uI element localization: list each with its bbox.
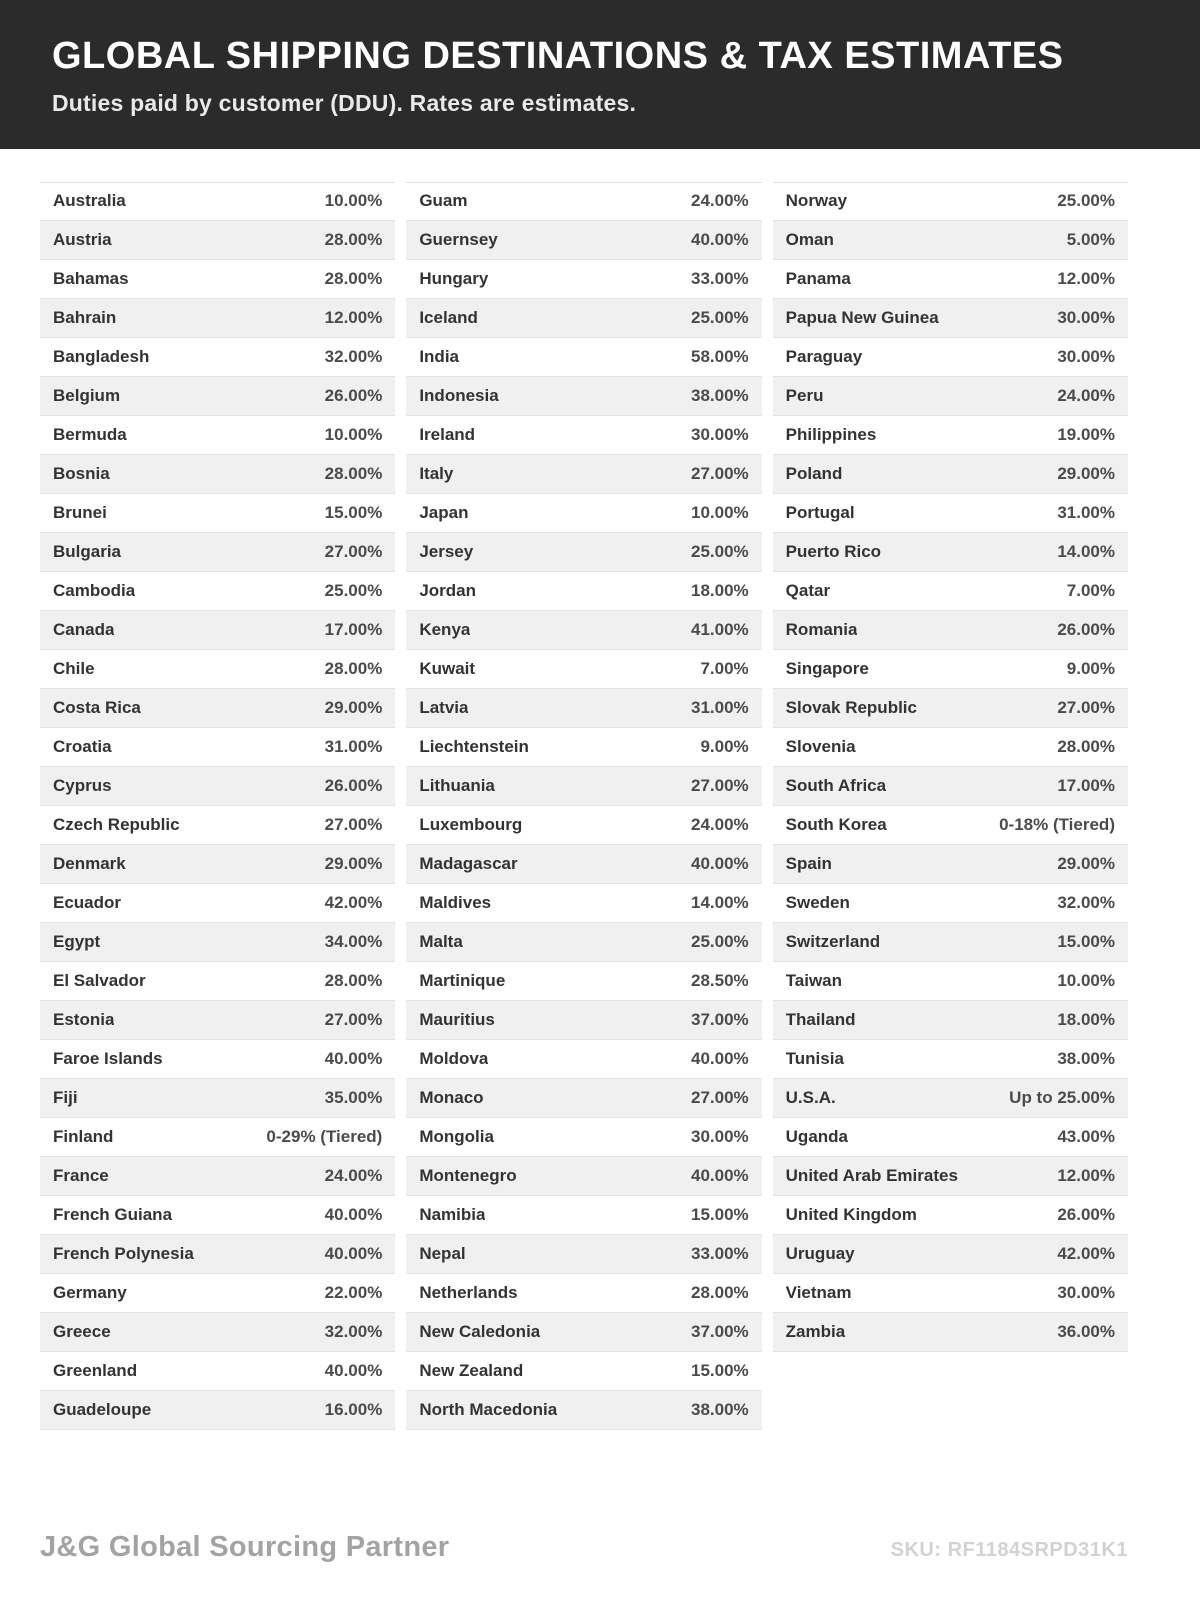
country-name: Cambodia <box>53 580 136 600</box>
country-name: New Zealand <box>419 1360 524 1380</box>
tax-rate: 38.00% <box>1057 1048 1115 1068</box>
page-title: GLOBAL SHIPPING DESTINATIONS & TAX ESTIMATES <box>52 35 1064 77</box>
tax-rate: 15.00% <box>690 1204 749 1224</box>
country-name: Nepal <box>419 1243 466 1263</box>
country-name: United Arab Emirates <box>785 1165 958 1185</box>
rate-row <box>40 650 395 689</box>
country-name: Greenland <box>53 1360 138 1380</box>
tax-rate: 37.00% <box>690 1009 749 1029</box>
tax-rate: 0-29% (Tiered) <box>266 1126 383 1146</box>
country-name: Germany <box>53 1282 127 1302</box>
rate-row <box>40 1040 395 1079</box>
tax-rate: 19.00% <box>1057 424 1115 444</box>
rate-row <box>773 1079 1128 1118</box>
rate-row <box>773 728 1128 767</box>
country-name: Costa Rica <box>53 697 141 717</box>
tax-rate: 26.00% <box>1057 1204 1115 1224</box>
rate-row <box>406 182 761 221</box>
country-name: Taiwan <box>785 970 843 990</box>
country-name: Bermuda <box>53 424 127 444</box>
tax-rate: 10.00% <box>690 502 749 522</box>
rate-row <box>40 1079 395 1118</box>
tax-rate: 27.00% <box>324 541 383 561</box>
country-name: Moldova <box>419 1048 489 1068</box>
country-name: Mauritius <box>419 1009 495 1029</box>
country-name: Fiji <box>53 1087 78 1107</box>
country-name: Jordan <box>419 580 477 600</box>
country-name: El Salvador <box>53 970 146 990</box>
tax-rate: 25.00% <box>324 580 383 600</box>
rate-row <box>773 923 1128 962</box>
rate-row <box>773 962 1128 1001</box>
country-name: Mongolia <box>419 1126 494 1146</box>
tax-rate: 28.00% <box>1057 736 1115 756</box>
country-name: Greece <box>53 1321 111 1341</box>
tax-rate: 41.00% <box>690 619 749 639</box>
rate-row <box>406 1001 761 1040</box>
tax-rate: 22.00% <box>324 1282 383 1302</box>
country-name: Puerto Rico <box>785 541 882 561</box>
tax-rate: 40.00% <box>690 853 749 873</box>
rate-row <box>773 455 1128 494</box>
rate-row <box>406 494 761 533</box>
country-name: Martinique <box>419 970 506 990</box>
country-name: Bangladesh <box>53 346 150 366</box>
country-name: Cyprus <box>53 775 112 795</box>
rates-column-2 <box>406 182 761 1430</box>
country-name: Namibia <box>419 1204 486 1224</box>
tax-rate: 24.00% <box>690 191 749 211</box>
rates-table <box>0 149 1200 1430</box>
country-name: Bahamas <box>53 268 129 288</box>
tax-rate: 12.00% <box>1057 1165 1115 1185</box>
rate-row <box>40 377 395 416</box>
country-name: Qatar <box>785 580 831 600</box>
country-name: Switzerland <box>785 931 881 951</box>
country-name: Bosnia <box>53 463 110 483</box>
rate-row <box>406 650 761 689</box>
country-name: Croatia <box>53 736 112 756</box>
brand-name: J&G Global Sourcing Partner <box>40 1531 450 1563</box>
rate-row <box>773 338 1128 377</box>
tax-rate: 31.00% <box>324 736 383 756</box>
country-name: Australia <box>53 191 126 211</box>
tax-rate: 28.00% <box>324 463 383 483</box>
rate-row <box>773 1235 1128 1274</box>
rate-row <box>406 845 761 884</box>
rate-row <box>773 806 1128 845</box>
tax-rate: 15.00% <box>324 502 383 522</box>
rate-row <box>406 1079 761 1118</box>
sku-label: SKU: RF1184SRPD31K1 <box>890 1539 1128 1561</box>
tax-rate: 34.00% <box>324 931 383 951</box>
tax-rate: 17.00% <box>1057 775 1115 795</box>
country-name: Faroe Islands <box>53 1048 163 1068</box>
country-name: Canada <box>53 619 115 639</box>
tax-rate: 40.00% <box>690 1165 749 1185</box>
rate-row <box>406 767 761 806</box>
country-name: Paraguay <box>785 346 863 366</box>
tax-rate: 15.00% <box>690 1360 749 1380</box>
rate-row <box>406 884 761 923</box>
tax-rate: 27.00% <box>324 1009 383 1029</box>
country-name: Panama <box>785 268 851 288</box>
rate-row <box>773 1001 1128 1040</box>
rate-row <box>773 416 1128 455</box>
rate-row <box>406 1352 761 1391</box>
rate-row <box>40 1001 395 1040</box>
rate-row <box>40 611 395 650</box>
rate-row <box>773 572 1128 611</box>
tax-rate: 15.00% <box>1057 931 1115 951</box>
rate-row <box>40 533 395 572</box>
tax-rate: 18.00% <box>1057 1009 1115 1029</box>
country-name: Bulgaria <box>53 541 122 561</box>
tax-rate: 36.00% <box>1057 1321 1115 1341</box>
rate-row <box>40 923 395 962</box>
rate-row <box>40 299 395 338</box>
country-name: Czech Republic <box>53 814 180 834</box>
tax-rate: 9.00% <box>1066 658 1115 678</box>
tax-rate: 25.00% <box>690 931 749 951</box>
country-name: Guernsey <box>419 229 498 249</box>
rate-row <box>406 1391 761 1430</box>
rate-row <box>773 1196 1128 1235</box>
header <box>0 0 1200 149</box>
country-name: Brunei <box>53 502 107 522</box>
tax-rate: 32.00% <box>324 1321 383 1341</box>
country-name: U.S.A. <box>785 1087 836 1107</box>
rate-row <box>773 1157 1128 1196</box>
country-name: Egypt <box>53 931 101 951</box>
rate-row <box>406 533 761 572</box>
country-name: Thailand <box>785 1009 856 1029</box>
tax-rate: 16.00% <box>324 1399 383 1419</box>
rate-row <box>40 728 395 767</box>
tax-rate: 40.00% <box>690 229 749 249</box>
tax-rate: 18.00% <box>690 580 749 600</box>
rate-row <box>406 416 761 455</box>
tax-rate: 37.00% <box>690 1321 749 1341</box>
country-name: Japan <box>419 502 469 522</box>
country-name: Kuwait <box>419 658 476 678</box>
country-name: French Guiana <box>53 1204 173 1224</box>
country-name: United Kingdom <box>785 1204 917 1224</box>
rate-row <box>40 845 395 884</box>
tax-rate: 28.00% <box>324 658 383 678</box>
tax-rate: 0-18% (Tiered) <box>999 814 1115 834</box>
tax-rate: 38.00% <box>690 1399 749 1419</box>
tax-rate: 28.00% <box>324 229 383 249</box>
tax-rate: 10.00% <box>1057 970 1115 990</box>
tax-rate: 38.00% <box>690 385 749 405</box>
rate-row <box>406 923 761 962</box>
rate-row <box>406 689 761 728</box>
tax-rate: 40.00% <box>324 1048 383 1068</box>
rate-row <box>773 1118 1128 1157</box>
tax-rate: 14.00% <box>1057 541 1115 561</box>
country-name: Slovenia <box>785 736 856 756</box>
country-name: Tunisia <box>785 1048 844 1068</box>
country-name: Maldives <box>419 892 492 912</box>
country-name: Ecuador <box>53 892 122 912</box>
tax-rate: 29.00% <box>324 697 383 717</box>
country-name: Guam <box>419 191 468 211</box>
country-name: South Africa <box>785 775 887 795</box>
tax-rate: 17.00% <box>324 619 383 639</box>
tax-rate: 30.00% <box>1057 1282 1115 1302</box>
country-name: Romania <box>785 619 858 639</box>
country-name: Jersey <box>419 541 474 561</box>
rate-row <box>406 260 761 299</box>
tax-rate: 25.00% <box>690 541 749 561</box>
tax-rate: 24.00% <box>1057 385 1115 405</box>
rate-row <box>40 689 395 728</box>
country-name: Slovak Republic <box>785 697 917 717</box>
rates-column-1 <box>40 182 395 1430</box>
tax-rate: 27.00% <box>690 463 749 483</box>
rate-row <box>40 221 395 260</box>
country-name: Madagascar <box>419 853 518 873</box>
rate-row <box>406 338 761 377</box>
country-name: Hungary <box>419 268 489 288</box>
tax-rate: 7.00% <box>1066 580 1115 600</box>
rate-row <box>40 455 395 494</box>
country-name: France <box>53 1165 109 1185</box>
country-name: Spain <box>785 853 832 873</box>
tax-rate: 27.00% <box>1057 697 1115 717</box>
rate-row <box>406 728 761 767</box>
country-name: Guadeloupe <box>53 1399 152 1419</box>
tax-rate: 26.00% <box>324 385 383 405</box>
country-name: Monaco <box>419 1087 484 1107</box>
rate-row <box>773 1040 1128 1079</box>
tax-rate: 28.50% <box>690 970 749 990</box>
rate-row <box>773 533 1128 572</box>
country-name: Netherlands <box>419 1282 518 1302</box>
tax-rate: 26.00% <box>1057 619 1115 639</box>
rate-row <box>40 884 395 923</box>
tax-rate: 9.00% <box>700 736 749 756</box>
tax-rate: 32.00% <box>1057 892 1115 912</box>
country-name: Papua New Guinea <box>785 307 939 327</box>
tax-rate: 28.00% <box>690 1282 749 1302</box>
tax-rate: 43.00% <box>1057 1126 1115 1146</box>
tax-rate: 27.00% <box>690 1087 749 1107</box>
tax-rate: 7.00% <box>700 658 749 678</box>
country-name: India <box>419 346 459 366</box>
country-name: Luxembourg <box>419 814 523 834</box>
tax-rate: 40.00% <box>324 1243 383 1263</box>
rate-row <box>406 1157 761 1196</box>
rate-row <box>40 338 395 377</box>
country-name: Oman <box>785 229 834 249</box>
rate-row <box>773 299 1128 338</box>
tax-rate: 5.00% <box>1066 229 1115 249</box>
tax-rate: 29.00% <box>1057 463 1115 483</box>
tax-rate: 42.00% <box>1057 1243 1115 1263</box>
tax-rate: 30.00% <box>1057 307 1115 327</box>
country-name: French Polynesia <box>53 1243 194 1263</box>
rate-row <box>773 377 1128 416</box>
country-name: Belgium <box>53 385 121 405</box>
rate-row <box>40 494 395 533</box>
tax-rate: 10.00% <box>324 191 383 211</box>
footer <box>0 1531 1200 1600</box>
tax-rate: 30.00% <box>690 1126 749 1146</box>
rate-row <box>406 221 761 260</box>
page-subtitle: Duties paid by customer (DDU). Rates are estimates. <box>52 89 637 116</box>
country-name: Sweden <box>785 892 850 912</box>
tax-rate: 24.00% <box>324 1165 383 1185</box>
country-name: Finland <box>53 1126 114 1146</box>
tax-rate: 25.00% <box>690 307 749 327</box>
rate-row <box>406 1040 761 1079</box>
rate-row <box>773 611 1128 650</box>
rate-row <box>773 767 1128 806</box>
rate-row <box>773 884 1128 923</box>
country-name: Uganda <box>785 1126 848 1146</box>
tax-rate: 35.00% <box>324 1087 383 1107</box>
tax-rate: 25.00% <box>1057 191 1115 211</box>
country-name: Montenegro <box>419 1165 517 1185</box>
rate-row <box>773 260 1128 299</box>
rate-row <box>40 1235 395 1274</box>
rate-row <box>406 1118 761 1157</box>
rate-row <box>406 611 761 650</box>
rate-row <box>40 572 395 611</box>
tax-rate: 31.00% <box>690 697 749 717</box>
tax-rate: 14.00% <box>690 892 749 912</box>
tax-rate: 26.00% <box>324 775 383 795</box>
country-name: Chile <box>53 658 95 678</box>
tax-rate: 33.00% <box>690 1243 749 1263</box>
country-name: Malta <box>419 931 463 951</box>
rate-row <box>406 1235 761 1274</box>
country-name: Philippines <box>785 424 877 444</box>
country-name: South Korea <box>785 814 887 834</box>
country-name: Poland <box>785 463 843 483</box>
tax-rate: 40.00% <box>690 1048 749 1068</box>
rate-row <box>406 1274 761 1313</box>
country-name: Singapore <box>785 658 869 678</box>
country-name: Iceland <box>419 307 478 327</box>
rate-row <box>40 416 395 455</box>
tax-rate: 27.00% <box>690 775 749 795</box>
country-name: Norway <box>785 191 848 211</box>
rate-row <box>773 1274 1128 1313</box>
rate-row <box>40 260 395 299</box>
rate-row <box>773 1313 1128 1352</box>
tax-rate: 42.00% <box>324 892 383 912</box>
rate-row <box>40 767 395 806</box>
rate-row <box>40 1352 395 1391</box>
rate-row <box>773 689 1128 728</box>
country-name: North Macedonia <box>419 1399 558 1419</box>
rate-row <box>406 455 761 494</box>
rate-row <box>406 299 761 338</box>
tax-rate: 40.00% <box>324 1204 383 1224</box>
tax-rate: 32.00% <box>324 346 383 366</box>
tax-rate: 28.00% <box>324 268 383 288</box>
country-name: Kenya <box>419 619 471 639</box>
country-name: Estonia <box>53 1009 115 1029</box>
country-name: Ireland <box>419 424 476 444</box>
tax-rate: 28.00% <box>324 970 383 990</box>
tax-rate: 40.00% <box>324 1360 383 1380</box>
rate-row <box>406 377 761 416</box>
rate-row <box>40 1118 395 1157</box>
country-name: New Caledonia <box>419 1321 541 1341</box>
tax-rate: 12.00% <box>1057 268 1115 288</box>
rate-row <box>773 494 1128 533</box>
country-name: Denmark <box>53 853 126 873</box>
rate-row <box>406 806 761 845</box>
tax-rate: 24.00% <box>690 814 749 834</box>
rate-row <box>406 572 761 611</box>
country-name: Vietnam <box>785 1282 852 1302</box>
rate-row <box>40 1157 395 1196</box>
country-name: Zambia <box>785 1321 846 1341</box>
tax-rate: 30.00% <box>1057 346 1115 366</box>
rate-row <box>773 221 1128 260</box>
rate-row <box>40 182 395 221</box>
rate-row <box>773 182 1128 221</box>
tax-rate: 30.00% <box>690 424 749 444</box>
country-name: Indonesia <box>419 385 499 405</box>
rate-row <box>40 1196 395 1235</box>
tax-rate: 10.00% <box>324 424 383 444</box>
country-name: Liechtenstein <box>419 736 529 756</box>
tax-rate: 29.00% <box>1057 853 1115 873</box>
country-name: Italy <box>419 463 454 483</box>
rate-row <box>40 1391 395 1430</box>
tax-rate: 31.00% <box>1057 502 1115 522</box>
country-name: Uruguay <box>785 1243 855 1263</box>
rate-row <box>773 650 1128 689</box>
country-name: Peru <box>785 385 824 405</box>
country-name: Lithuania <box>419 775 495 795</box>
rate-row <box>773 845 1128 884</box>
rate-row <box>40 806 395 845</box>
country-name: Austria <box>53 229 112 249</box>
rate-row <box>40 1313 395 1352</box>
tax-rate: 27.00% <box>324 814 383 834</box>
country-name: Latvia <box>419 697 469 717</box>
tax-rate: 58.00% <box>690 346 749 366</box>
tax-rate: 33.00% <box>690 268 749 288</box>
country-name: Bahrain <box>53 307 117 327</box>
country-name: Portugal <box>785 502 855 522</box>
tax-rate: 12.00% <box>324 307 383 327</box>
rate-row <box>406 1196 761 1235</box>
rate-row <box>40 1274 395 1313</box>
rate-row <box>406 962 761 1001</box>
tax-rate: Up to 25.00% <box>1009 1087 1115 1107</box>
rates-column-3 <box>773 182 1128 1352</box>
rate-row <box>40 962 395 1001</box>
rate-row <box>406 1313 761 1352</box>
tax-rate: 29.00% <box>324 853 383 873</box>
